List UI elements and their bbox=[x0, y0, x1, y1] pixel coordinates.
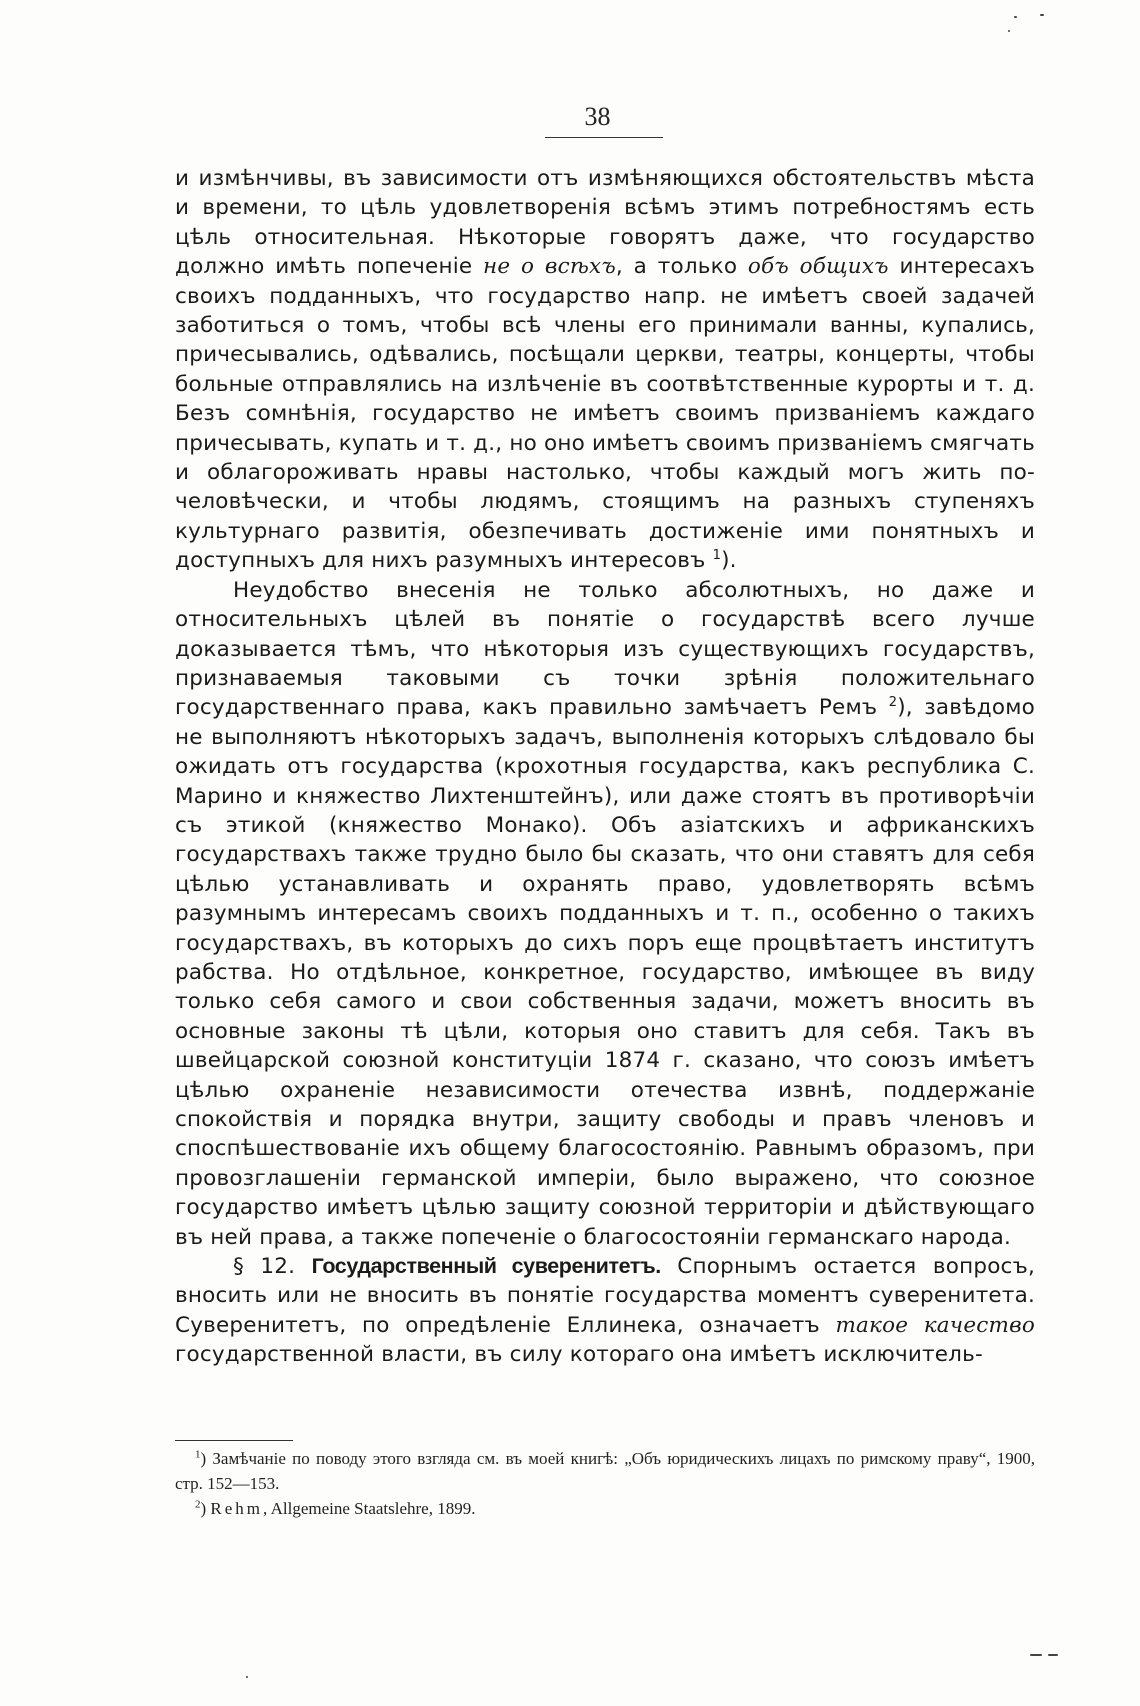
footnotes bbox=[175, 1446, 1035, 1521]
paragraph-goals-argument bbox=[175, 576, 1035, 1252]
page-number-rule bbox=[545, 137, 663, 138]
italic-phrase: такое качество bbox=[835, 1312, 1035, 1338]
scan-speck bbox=[1048, 1654, 1058, 1656]
footnote-marker: 2 bbox=[195, 1498, 201, 1511]
text-run: и измѣнчивы, въ зависимости отъ измѣняющихся обстоятельствъ мѣста и времени, то цѣль удовлетворенія всѣмъ этимъ потребностямъ есть цѣль относительная. Нѣкоторые говорятъ даже, что государство должно имѣть попеченіе bbox=[175, 166, 1035, 280]
text-run: , Allgemeine Staatslehre, 1899. bbox=[263, 1499, 476, 1518]
italic-phrase: не о всѣхъ bbox=[483, 254, 616, 280]
text-run: ). bbox=[721, 548, 737, 574]
scan-speck bbox=[1040, 14, 1044, 16]
footnote-marker: 1 bbox=[195, 1448, 201, 1461]
footnote-1 bbox=[175, 1446, 1035, 1496]
paragraph-continuation bbox=[175, 164, 1035, 576]
text-run: § 12. bbox=[233, 1254, 312, 1280]
footnote-rule bbox=[175, 1440, 293, 1441]
footnote-marker: 2 bbox=[888, 695, 898, 711]
text-run: государственной власти, въ силу котораго она имѣетъ исключитель- bbox=[175, 1342, 983, 1368]
footnote-marker: 1 bbox=[712, 548, 722, 564]
italic-phrase: объ общихъ bbox=[747, 254, 889, 280]
text-run: интересахъ своихъ подданныхъ, что государство напр. не имѣетъ своей задачей заботиться о томъ, чтобы всѣ члены его принимали ванны, купались, причесывались, одѣвались, посѣщали церкви, театры, концерты, чтобы больные отправлялись на излѣченіе въ соотвѣтственные курорты и т. д. Безъ сомнѣнія, государство не имѣетъ своимъ призваніемъ каждаго причесывать, купать и т. д., но оно имѣетъ своимъ призваніемъ смягчать и облагороживать нравы настолько, чтобы каждый могъ жить по-человѣчески, и чтобы людямъ, стоящимъ на разныхъ ступеняхъ культурнаго развитія, обезпечивать достиженіе ими понятныхъ и доступныхъ для нихъ разумныхъ интересовъ bbox=[175, 254, 1036, 574]
section-heading: Государственный суверенитетъ. bbox=[311, 1254, 661, 1279]
footnote-2 bbox=[175, 1496, 1035, 1521]
scan-speck bbox=[246, 1676, 248, 1678]
scan-speck bbox=[1014, 16, 1017, 18]
text-run: Неудобство внесенія не только абсолютныхъ, но даже и относительныхъ цѣлей въ понятіе о государствѣ всего лучше доказывается тѣмъ, что нѣкоторыя изъ существующихъ государствъ, признаваемыя таковыми съ точки зрѣнія положительнаго государственнаго права, какъ правильно замѣчаетъ Ремъ bbox=[175, 577, 1035, 721]
author-name: Rehm bbox=[210, 1499, 264, 1518]
scan-speck bbox=[1008, 30, 1010, 32]
text-run: ) Замѣчаніе по поводу этого взгляда см. въ моей книгѣ: „Объ юридическихъ лицахъ по римскому праву“, 1900, стр. 152—153. bbox=[175, 1449, 1035, 1493]
page-number: 38 bbox=[584, 102, 611, 131]
text-run: , а только bbox=[615, 254, 748, 280]
section-12-paragraph bbox=[175, 1252, 1035, 1370]
text-run: ) bbox=[200, 1499, 211, 1518]
text-run: Спорнымъ остается вопросъ, вносить или не вносить въ понятіе государства моментъ суверенитета. Суверенитетъ, по опредѣленіе Еллинека, означаетъ bbox=[175, 1254, 1035, 1338]
scan-speck bbox=[1030, 1654, 1042, 1656]
main-text bbox=[175, 164, 1035, 1370]
text-run: ), завѣдомо не выполняютъ нѣкоторыхъ задачъ, выполненія которыхъ слѣдовало бы ожидать отъ государства (крохотныя государства, какъ республика С. Марино и княжество Лихтенштейнъ), или даже стоятъ въ противорѣчіи съ этикой (княжество Монако). Объ азіатскихъ и африканскихъ государствахъ также трудно было бы сказать, что они ставятъ для себя цѣлью устанавливать и охранять право, удовлетворять всѣмъ разумнымъ интересамъ своихъ подданныхъ и т. п., особенно о такихъ государствахъ, въ которыхъ до сихъ поръ еще процвѣтаетъ институтъ рабства. Но отдѣльное, конкретное, государство, имѣющее въ виду только себя самого и свои собственныя задачи, можетъ вносить въ основные законы тѣ цѣли, которыя оно ставитъ для себя. Такъ въ швейцарской союзной конституціи 1874 г. сказано, что союзъ имѣетъ цѣлью охраненіе независимости отечества извнѣ, поддержаніе спокойствія и порядка внутри, защиту свободы и правъ членовъ и споспѣшествованіе ихъ общему благосостоянію. Равнымъ образомъ, при провозглашеніи германской имперіи, было выражено, что союзное государство имѣетъ цѣлью защиту союзной территоріи и дѣйствующаго въ ней права, а также попеченіе о благосостояніи германскаго народа. bbox=[175, 695, 1035, 1250]
